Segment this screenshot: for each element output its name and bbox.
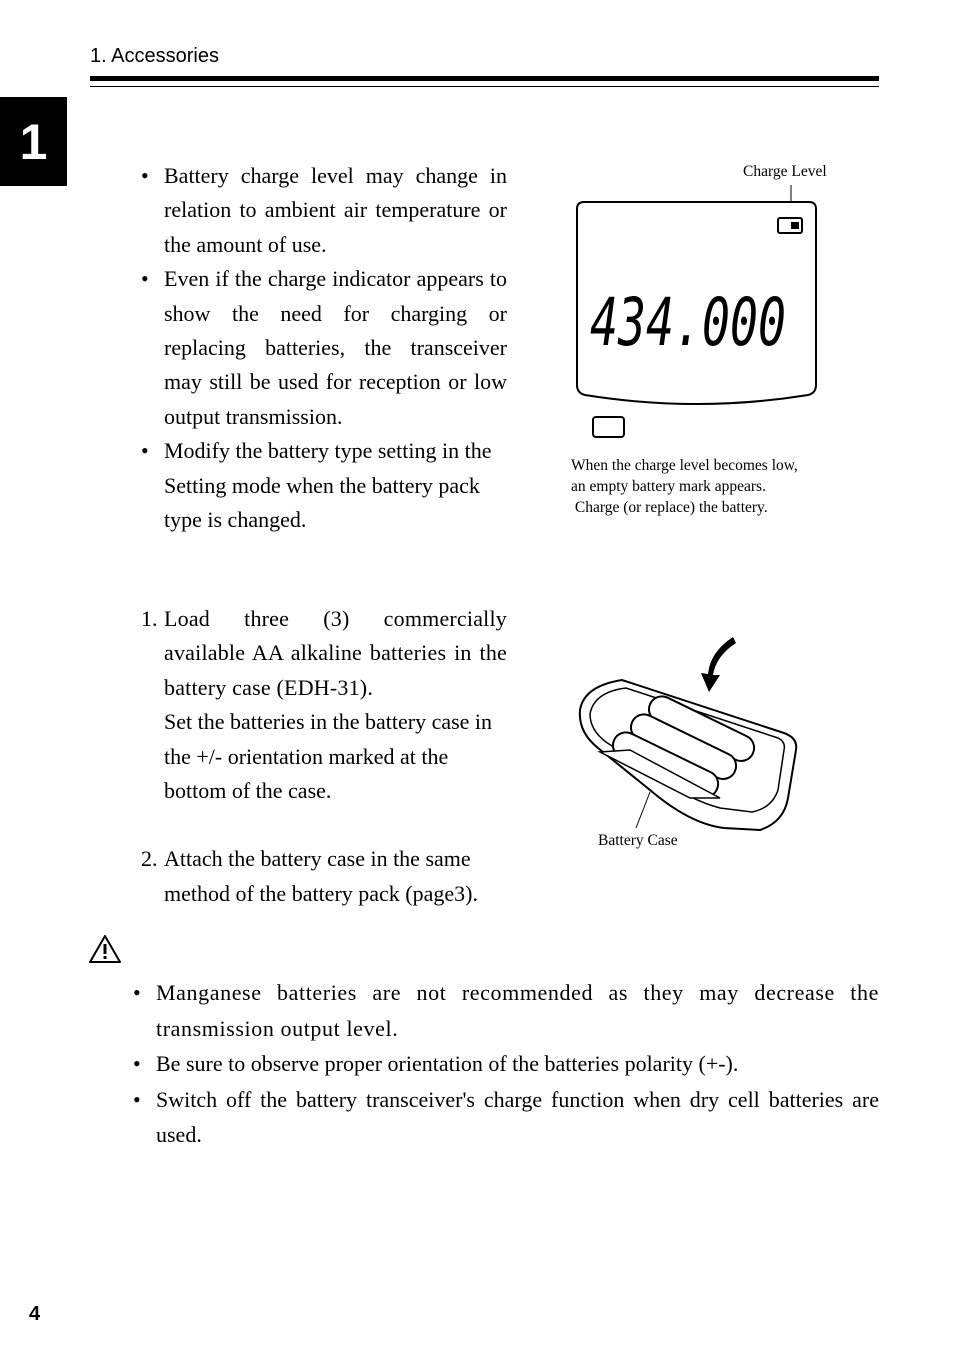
step-extra-text: Set the batteries in the battery case in the +/- orientation marked at the bottom of the case.	[164, 709, 493, 804]
header-rule-thick	[90, 76, 879, 81]
frequency-readout: 434.000	[590, 284, 786, 361]
bullet-text: Even if the charge indicator appears to show the need for charging or replacing batteries, the transceiver may still be used for reception or low output transmission.	[164, 266, 507, 429]
bullet-mark: •	[133, 1051, 141, 1076]
step-number: 1.	[141, 606, 158, 631]
caution-list	[133, 975, 879, 1153]
bullet-mark: •	[141, 266, 149, 292]
installation-steps	[141, 602, 507, 911]
bullet-mark: •	[141, 163, 149, 188]
list-item	[141, 434, 507, 537]
step-text: Load three (3) commercially available AA alkaline batteries in the battery case (EDH-31).	[164, 606, 507, 700]
bullet-mark: •	[133, 1086, 141, 1112]
list-item	[133, 1082, 879, 1153]
battery-case-label: Battery Case	[598, 832, 678, 849]
bullet-text: Battery charge level may change in relation to ambient air temperature or the amount of use.	[164, 163, 507, 257]
warning-triangle-icon	[88, 934, 122, 964]
list-item	[133, 1046, 879, 1082]
list-item	[133, 975, 879, 1046]
chapter-tab: 1	[0, 97, 67, 186]
insert-arrow-icon	[701, 637, 736, 692]
list-item	[141, 602, 507, 808]
bullet-text: Modify the battery type setting in the Setting mode when the battery pack type is changed.	[164, 438, 492, 533]
page-number: 4	[29, 1303, 41, 1325]
caption-line: an empty battery mark appears.	[571, 478, 766, 495]
bullet-text: Be sure to observe proper orientation of the batteries polarity (+-).	[156, 1051, 739, 1076]
bullet-mark: •	[141, 438, 149, 464]
battery-case-figure	[570, 630, 810, 860]
caption-line: When the charge level becomes low,	[571, 457, 798, 474]
lcd-display-figure	[560, 155, 850, 530]
list-item	[141, 842, 507, 911]
step-number: 2.	[141, 846, 158, 872]
header-rule-thin	[90, 86, 879, 87]
battery-case-leader-line	[636, 792, 650, 828]
charge-level-label: Charge Level	[743, 163, 827, 180]
list-item	[141, 262, 507, 434]
battery-full-icon	[778, 218, 802, 233]
bullet-text: Switch off the battery transceiver's charge function when dry cell batteries are used.	[156, 1086, 879, 1147]
section-title: 1. Accessories	[90, 45, 219, 67]
battery-empty-icon	[593, 417, 624, 437]
caption-line: Charge (or replace) the battery.	[571, 499, 768, 516]
step-text: Attach the battery case in the same method of the battery pack (page3).	[164, 846, 478, 906]
bullet-text: Manganese batteries are not recommended as they may decrease the transmission output level.	[156, 980, 879, 1041]
battery-info-list	[141, 159, 507, 537]
list-item	[141, 159, 507, 262]
bullet-mark: •	[133, 980, 141, 1005]
